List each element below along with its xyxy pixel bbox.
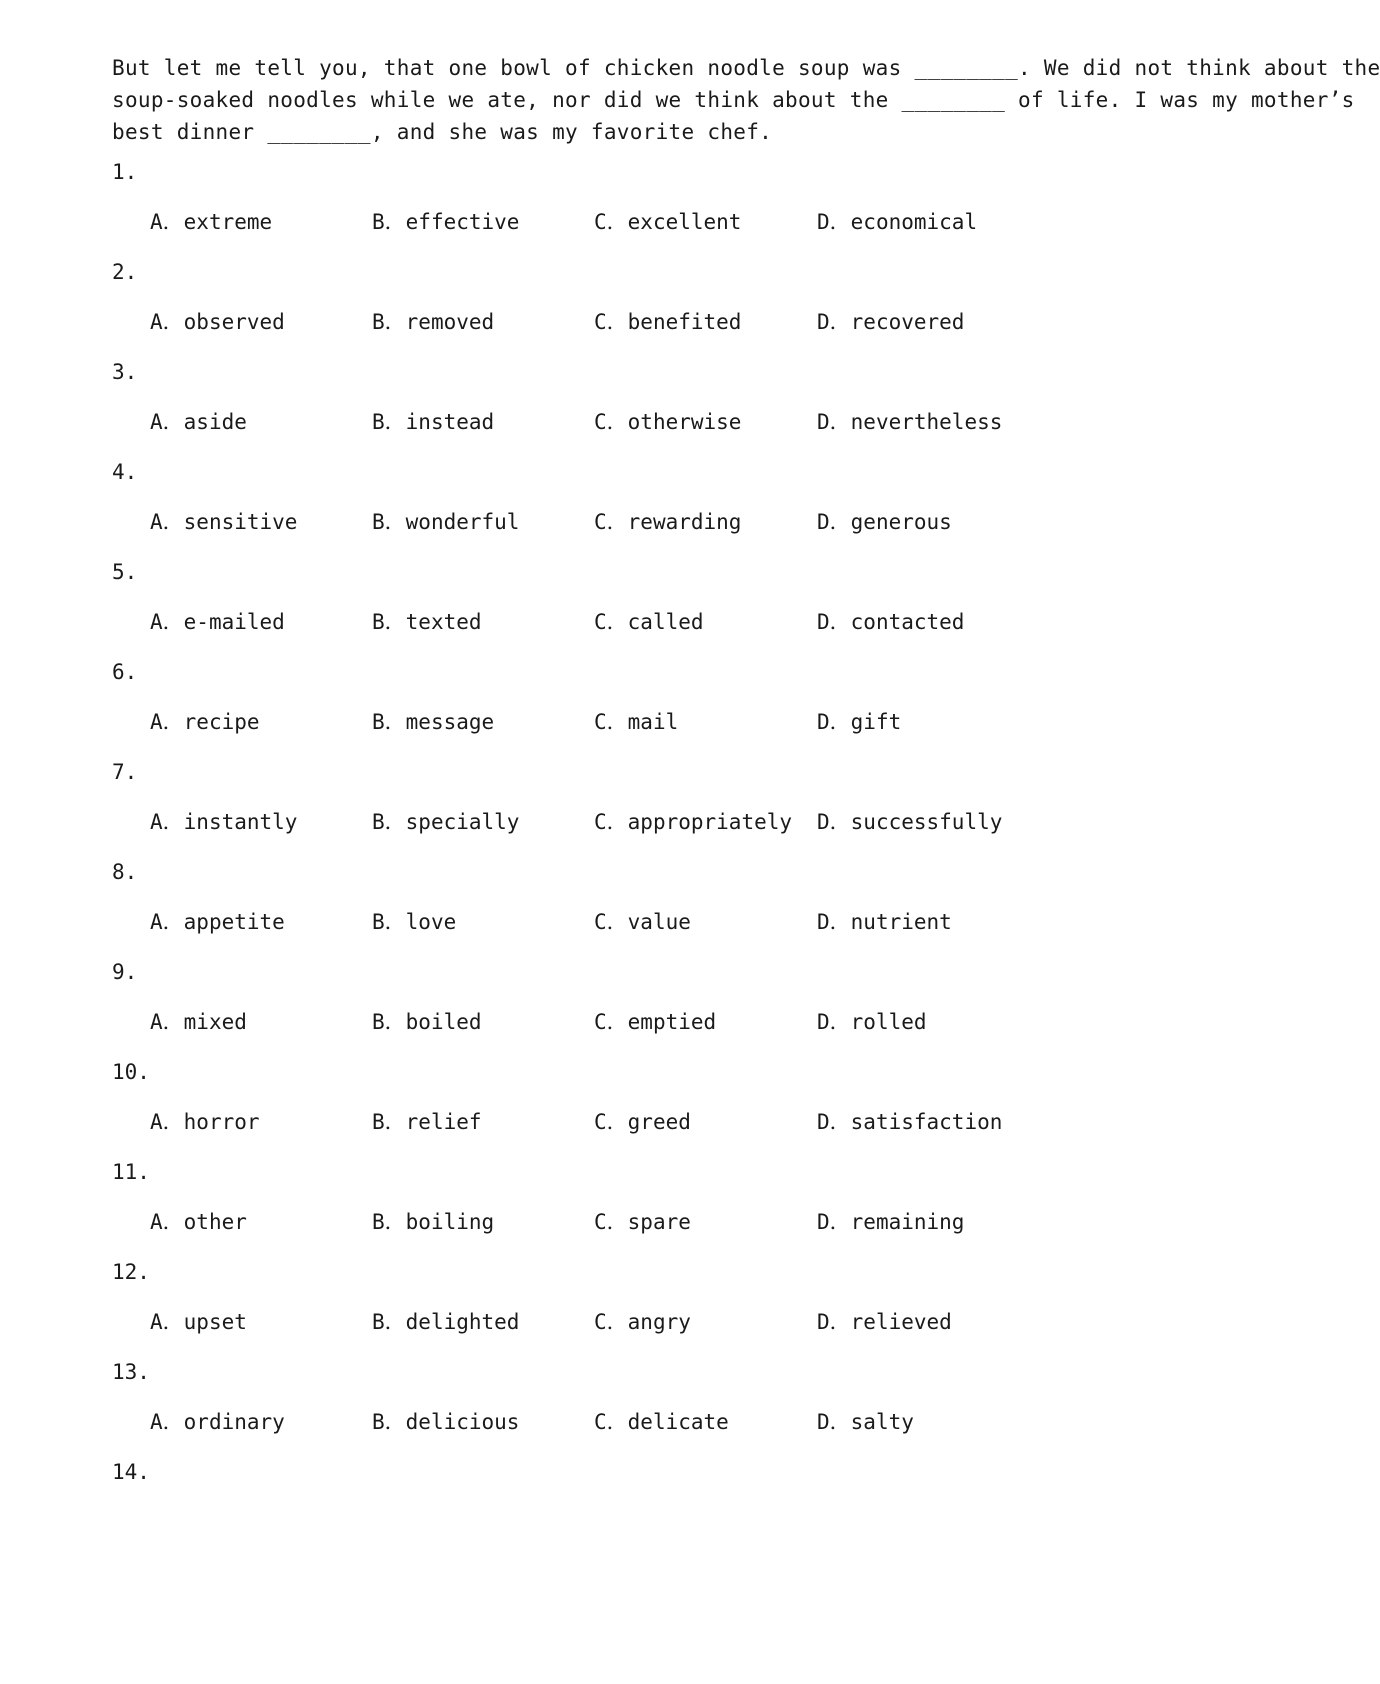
- option-text: salty: [850, 1410, 914, 1434]
- option-letter: A．: [150, 1110, 184, 1134]
- question-number: 9.: [112, 960, 138, 984]
- option-letter: A．: [150, 310, 184, 334]
- question-number: 7.: [112, 760, 138, 784]
- option-text: excellent: [627, 210, 742, 234]
- option-text: upset: [183, 1310, 247, 1334]
- answer-option[interactable]: [594, 308, 741, 336]
- option-text: economical: [850, 210, 978, 234]
- option-text: relief: [405, 1110, 482, 1134]
- option-text: observed: [183, 310, 285, 334]
- option-text: mixed: [183, 1010, 247, 1034]
- option-letter: C．: [594, 1310, 628, 1334]
- answer-option[interactable]: [817, 1108, 1002, 1136]
- option-letter: D．: [817, 1410, 851, 1434]
- option-letter: A．: [150, 210, 184, 234]
- option-letter: D．: [817, 510, 851, 534]
- option-text: ordinary: [183, 1410, 285, 1434]
- answer-option[interactable]: [150, 808, 297, 836]
- question-number: 1.: [112, 160, 138, 184]
- question-number: 3.: [112, 360, 138, 384]
- option-text: removed: [405, 310, 495, 334]
- option-text: benefited: [627, 310, 742, 334]
- option-letter: A．: [150, 610, 184, 634]
- option-text: other: [183, 1210, 247, 1234]
- answer-option[interactable]: [150, 408, 247, 436]
- answer-option[interactable]: [817, 308, 964, 336]
- option-text: recovered: [850, 310, 965, 334]
- question-number: 4.: [112, 460, 138, 484]
- option-letter: D．: [817, 810, 851, 834]
- question-number: 2.: [112, 260, 138, 284]
- option-text: recipe: [183, 710, 260, 734]
- answer-option[interactable]: [817, 1308, 952, 1336]
- answer-option[interactable]: [817, 608, 964, 636]
- option-text: specially: [405, 810, 520, 834]
- answer-option[interactable]: [372, 1008, 482, 1036]
- option-text: horror: [183, 1110, 260, 1134]
- answer-option[interactable]: [817, 808, 1002, 836]
- option-text: contacted: [850, 610, 965, 634]
- option-letter: A．: [150, 1410, 184, 1434]
- option-letter: B．: [372, 1210, 406, 1234]
- answer-option[interactable]: [817, 508, 952, 536]
- option-letter: B．: [372, 410, 406, 434]
- answer-option[interactable]: [594, 1108, 691, 1136]
- answer-option[interactable]: [817, 908, 952, 936]
- option-text: greed: [627, 1110, 691, 1134]
- option-letter: B．: [372, 610, 406, 634]
- answer-option[interactable]: [372, 808, 519, 836]
- option-text: called: [627, 610, 704, 634]
- option-text: delicate: [627, 1410, 729, 1434]
- option-text: wonderful: [405, 510, 520, 534]
- answer-option[interactable]: [372, 908, 456, 936]
- option-letter: D．: [817, 1210, 851, 1234]
- answer-option[interactable]: [372, 408, 494, 436]
- option-letter: A．: [150, 1010, 184, 1034]
- option-letter: D．: [817, 610, 851, 634]
- answer-option[interactable]: [594, 1008, 716, 1036]
- option-text: remaining: [850, 1210, 965, 1234]
- option-letter: D．: [817, 1310, 851, 1334]
- question-number: 6.: [112, 660, 138, 684]
- option-letter: C．: [594, 710, 628, 734]
- option-text: boiled: [405, 1010, 482, 1034]
- question-number: 8.: [112, 860, 138, 884]
- answer-option[interactable]: [150, 508, 297, 536]
- answer-option[interactable]: [150, 608, 285, 636]
- option-letter: B．: [372, 1410, 406, 1434]
- answer-option[interactable]: [372, 1408, 519, 1436]
- option-letter: B．: [372, 210, 406, 234]
- option-text: delicious: [405, 1410, 520, 1434]
- option-letter: D．: [817, 1110, 851, 1134]
- answer-option[interactable]: [150, 1408, 285, 1436]
- option-text: nutrient: [850, 910, 952, 934]
- answer-option[interactable]: [150, 708, 260, 736]
- question-number: 13.: [112, 1360, 150, 1384]
- option-text: relieved: [850, 1310, 952, 1334]
- option-text: gift: [850, 710, 902, 734]
- passage: [112, 52, 1380, 152]
- option-text: e-mailed: [183, 610, 285, 634]
- answer-option[interactable]: [817, 1008, 927, 1036]
- option-letter: B．: [372, 310, 406, 334]
- answer-option[interactable]: [372, 1208, 494, 1236]
- answer-option[interactable]: [594, 908, 691, 936]
- option-text: angry: [627, 1310, 691, 1334]
- answer-option[interactable]: [150, 1308, 247, 1336]
- option-text: instantly: [183, 810, 298, 834]
- answer-option[interactable]: [817, 408, 1002, 436]
- answer-option[interactable]: [594, 708, 678, 736]
- option-letter: C．: [594, 1410, 628, 1434]
- option-letter: D．: [817, 210, 851, 234]
- option-text: nevertheless: [850, 410, 1003, 434]
- answer-option[interactable]: [372, 1108, 482, 1136]
- answer-option[interactable]: [150, 908, 285, 936]
- option-text: rolled: [850, 1010, 927, 1034]
- option-letter: D．: [817, 910, 851, 934]
- option-text: successfully: [850, 810, 1003, 834]
- answer-option[interactable]: [372, 1308, 519, 1336]
- option-text: value: [627, 910, 691, 934]
- passage-line: best dinner ________, and she was my favorite chef.: [112, 120, 773, 144]
- option-letter: C．: [594, 210, 628, 234]
- passage-line: soup-soaked noodles while we ate, nor did we think about the ________ of life. I was my mother’s: [112, 88, 1355, 112]
- option-text: emptied: [627, 1010, 717, 1034]
- option-text: aside: [183, 410, 247, 434]
- option-letter: A．: [150, 1210, 184, 1234]
- passage-line: But let me tell you, that one bowl of chicken noodle soup was ________. We did not think about the: [112, 56, 1380, 80]
- answer-option[interactable]: [817, 708, 901, 736]
- option-letter: A．: [150, 810, 184, 834]
- option-letter: A．: [150, 510, 184, 534]
- option-letter: C．: [594, 1010, 628, 1034]
- answer-option[interactable]: [372, 708, 494, 736]
- question-number: 14.: [112, 1460, 150, 1484]
- option-letter: D．: [817, 410, 851, 434]
- option-letter: B．: [372, 1310, 406, 1334]
- option-letter: C．: [594, 810, 628, 834]
- answer-option[interactable]: [372, 208, 519, 236]
- answer-option[interactable]: [594, 508, 741, 536]
- option-text: mail: [627, 710, 679, 734]
- option-letter: B．: [372, 810, 406, 834]
- question-number: 5.: [112, 560, 138, 584]
- answer-option[interactable]: [150, 308, 285, 336]
- answer-option[interactable]: [817, 1408, 914, 1436]
- option-letter: D．: [817, 310, 851, 334]
- option-letter: C．: [594, 410, 628, 434]
- option-letter: C．: [594, 1210, 628, 1234]
- option-text: otherwise: [627, 410, 742, 434]
- option-letter: C．: [594, 1110, 628, 1134]
- option-letter: D．: [817, 710, 851, 734]
- option-text: extreme: [183, 210, 273, 234]
- option-letter: C．: [594, 310, 628, 334]
- option-letter: C．: [594, 610, 628, 634]
- option-text: boiling: [405, 1210, 495, 1234]
- option-letter: D．: [817, 1010, 851, 1034]
- option-text: appropriately: [627, 810, 793, 834]
- answer-option[interactable]: [150, 1008, 247, 1036]
- answer-option[interactable]: [594, 608, 704, 636]
- option-letter: C．: [594, 510, 628, 534]
- answer-option[interactable]: [817, 1208, 964, 1236]
- answer-option[interactable]: [372, 308, 494, 336]
- option-letter: B．: [372, 910, 406, 934]
- option-text: delighted: [405, 1310, 520, 1334]
- option-letter: B．: [372, 710, 406, 734]
- option-text: message: [405, 710, 495, 734]
- answer-option[interactable]: [594, 408, 741, 436]
- option-letter: B．: [372, 510, 406, 534]
- answer-option[interactable]: [817, 208, 977, 236]
- question-number: 10.: [112, 1060, 150, 1084]
- option-letter: C．: [594, 910, 628, 934]
- answer-option[interactable]: [594, 1308, 691, 1336]
- option-text: sensitive: [183, 510, 298, 534]
- answer-option[interactable]: [594, 208, 741, 236]
- answer-option[interactable]: [150, 1108, 260, 1136]
- answer-option[interactable]: [150, 208, 272, 236]
- answer-option[interactable]: [594, 1208, 691, 1236]
- option-text: love: [405, 910, 457, 934]
- option-text: generous: [850, 510, 952, 534]
- option-letter: B．: [372, 1110, 406, 1134]
- option-letter: A．: [150, 910, 184, 934]
- answer-option[interactable]: [372, 608, 482, 636]
- question-number: 11.: [112, 1160, 150, 1184]
- option-text: rewarding: [627, 510, 742, 534]
- option-text: satisfaction: [850, 1110, 1003, 1134]
- option-letter: A．: [150, 710, 184, 734]
- option-text: appetite: [183, 910, 285, 934]
- option-text: spare: [627, 1210, 691, 1234]
- answer-option[interactable]: [150, 1208, 247, 1236]
- option-text: instead: [405, 410, 495, 434]
- option-letter: A．: [150, 1310, 184, 1334]
- option-letter: B．: [372, 1010, 406, 1034]
- option-text: texted: [405, 610, 482, 634]
- answer-option[interactable]: [594, 1408, 729, 1436]
- option-text: effective: [405, 210, 520, 234]
- option-letter: A．: [150, 410, 184, 434]
- question-number: 12.: [112, 1260, 150, 1284]
- answer-option[interactable]: [372, 508, 519, 536]
- answer-option[interactable]: [594, 808, 792, 836]
